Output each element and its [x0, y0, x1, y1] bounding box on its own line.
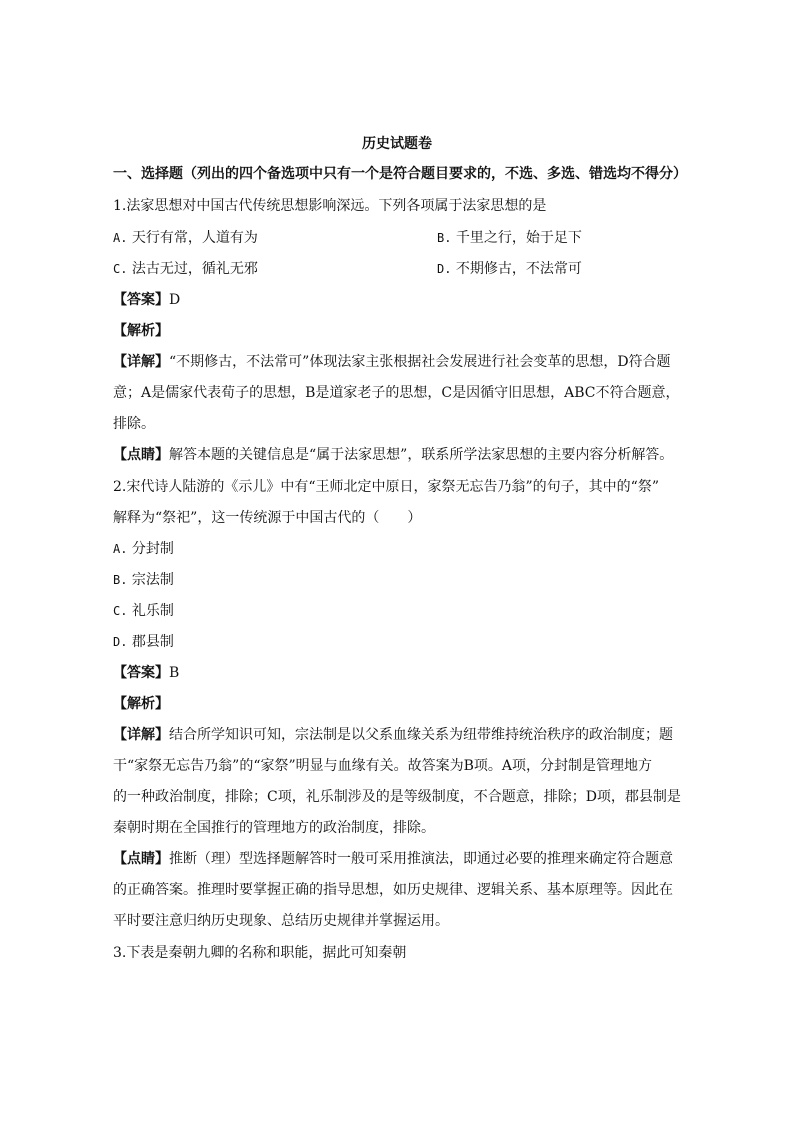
q2-option-b-label: B.	[113, 573, 128, 587]
q2-tip-line-3: 平时要注意归纳历史现象、总结历史规律并掌握运用。	[113, 913, 449, 929]
question-2-stem-1: 2.宋代诗人陆游的《示儿》中有“王师北定中原日，家祭无忘告乃翁”的句子，其中的“祭”	[113, 479, 659, 495]
q2-option-c-text: 礼乐制	[131, 603, 174, 619]
q1-option-d-label: D.	[437, 262, 452, 276]
q2-option-c	[113, 601, 174, 621]
q2-option-b-text: 宗法制	[131, 572, 174, 588]
q2-option-a-text: 分封制	[131, 541, 174, 557]
q2-analysis-tag: 【解析】	[113, 696, 169, 712]
q1-option-a-label: A.	[113, 231, 128, 245]
q2-tip-line-1	[113, 849, 673, 869]
section-heading: 一、选择题（列出的四个备选项中只有一个是符合题目要求的，不选、多选、错选均不得分）	[113, 166, 687, 182]
q1-tip-line-1	[113, 445, 673, 465]
q2-option-c-label: C.	[113, 604, 128, 618]
q2-answer	[113, 663, 179, 683]
q1-answer	[113, 290, 180, 310]
q1-option-d	[437, 259, 582, 279]
question-1-stem: 1.法家思想对中国古代传统思想影响深远。下列各项属于法家思想的是	[113, 198, 547, 214]
q1-detail-line-2: 意；A是儒家代表荀子的思想，B是道家老子的思想，C是因循守旧思想，ABC不符合题意，	[113, 385, 680, 401]
q2-detail-line-2: 干“家祭无忘告乃翁”的“家祭”明显与血缘有关。故答案为B项。A项，分封制是管理地方	[113, 758, 653, 774]
q2-answer-tag: 【答案】	[113, 665, 169, 681]
q1-option-b-label: B.	[437, 231, 452, 245]
q2-option-d-text: 郡县制	[131, 634, 174, 650]
q1-tip-text-1: 解答本题的关键信息是“属于法家思想”，联系所学法家思想的主要内容分析解答。	[169, 447, 674, 463]
q1-answer-value: D	[169, 292, 181, 308]
q2-detail-line-1	[113, 725, 673, 745]
q1-option-b-text: 千里之行，始于足下	[455, 230, 582, 246]
q2-option-d-label: D.	[113, 635, 128, 649]
q2-detail-tag: 【详解】	[113, 727, 169, 743]
q2-tip-tag: 【点睛】	[113, 851, 169, 867]
q2-answer-value: B	[169, 665, 180, 681]
q1-detail-text-1: “不期修古，不法常可”体现法家主张根据社会发展进行社会变革的思想，D符合题	[169, 354, 671, 370]
q1-option-d-text: 不期修古，不法常可	[455, 261, 582, 277]
q1-option-c-label: C.	[113, 262, 128, 276]
q2-option-b	[113, 570, 174, 590]
q2-option-a	[113, 539, 174, 559]
q1-option-a-text: 天行有常，人道有为	[131, 230, 258, 246]
q1-detail-line-1	[113, 352, 671, 372]
q1-tip-tag: 【点睛】	[113, 447, 169, 463]
q2-option-a-label: A.	[113, 542, 128, 556]
question-2-stem-2: 解释为“祭祀”，这一传统源于中国古代的（ ）	[113, 510, 422, 526]
q2-option-d	[113, 632, 174, 652]
q1-answer-tag: 【答案】	[113, 292, 169, 308]
q2-detail-line-3: 的一种政治制度，排除；C项，礼乐制涉及的是等级制度，不合题意，排除；D项，郡县制是	[113, 789, 681, 805]
q1-detail-tag: 【详解】	[113, 354, 169, 370]
q1-analysis-tag: 【解析】	[113, 323, 169, 339]
q1-option-c-text: 法古无过，循礼无邪	[131, 261, 258, 277]
question-3-stem: 3.下表是秦朝九卿的名称和职能，据此可知秦朝	[113, 945, 407, 961]
q2-detail-text-1: 结合所学知识可知，宗法制是以父系血缘关系为纽带维持统治秩序的政治制度；题	[169, 727, 673, 743]
q1-detail-line-3: 排除。	[113, 416, 155, 432]
q2-tip-line-2: 的正确答案。推理时要掌握正确的指导思想，如历史规律、逻辑关系、基本原理等。因此在	[113, 882, 673, 898]
q2-tip-text-1: 推断（理）型选择题解答时一般可采用推演法，即通过必要的推理来确定符合题意	[169, 851, 673, 867]
q2-detail-line-4: 秦朝时期在全国推行的管理地方的政治制度，排除。	[113, 820, 435, 836]
q1-option-b	[437, 228, 582, 248]
page-title: 历史试题卷	[362, 136, 432, 152]
q1-option-c	[113, 259, 258, 279]
q1-option-a	[113, 228, 258, 248]
